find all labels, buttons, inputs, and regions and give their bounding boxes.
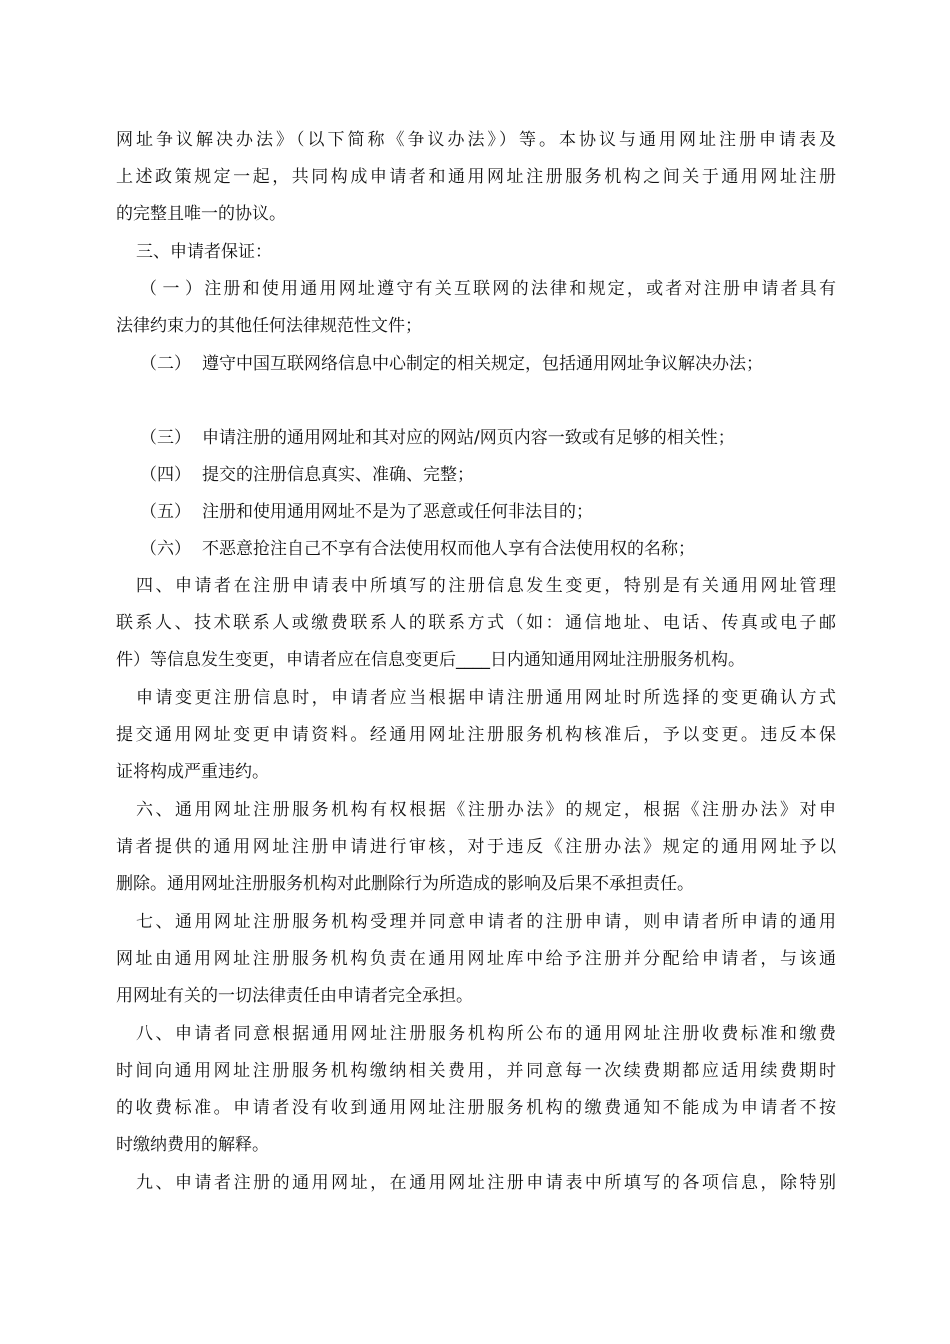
item-text: 注册和使用通用网址遵守有关互联网的法律和规定，或者对注册申请者具有 [202,279,836,299]
item-text: 提交的注册信息真实、准确、完整； [202,465,474,485]
text-line: 的收费标准。申请者没有收到通用网址注册服务机构的缴费通知不能成为申请者不按 [116,1098,836,1118]
item-label: （一） [140,279,202,299]
text-line: 证将构成严重违约。 [116,762,269,782]
text-line: 八、申请者同意根据通用网址注册服务机构所公布的通用网址注册收费标准和缴费 [136,1024,836,1044]
item-label: （二） [140,354,191,374]
text-line: 的完整且唯一的协议。 [116,204,286,224]
text-line: 用网址有关的一切法律责任由申请者完全承担。 [116,986,473,1006]
list-item-2 [140,352,836,376]
list-item-3 [140,426,836,450]
text-line: 删除。通用网址注册服务机构对此删除行为所造成的影响及后果不承担责任。 [116,874,694,894]
item-label: （五） [140,502,191,522]
text-line: 九、申请者注册的通用网址，在通用网址注册申请表中所填写的各项信息，除特别 [136,1173,836,1193]
item-text: 注册和使用通用网址不是为了恶意或任何非法目的； [202,502,593,522]
item-label: （四） [140,465,191,485]
text-line: 七、通用网址注册服务机构受理并同意申请者的注册申请，则申请者所申请的通用 [136,912,836,932]
text-line: 申请变更注册信息时，申请者应当根据申请注册通用网址时所选择的变更确认方式 [136,688,836,708]
list-item-6 [140,537,836,561]
text-line: 联系人、技术联系人或缴费联系人的联系方式（如：通信地址、电话、传真或电子邮 [116,613,836,633]
text-line: 网址由通用网址注册服务机构负责在通用网址库中给予注册并分配给申请者，与该通 [116,949,836,969]
text-line: 请者提供的通用网址注册申请进行审核，对于违反《注册办法》规定的通用网址予以 [116,837,836,857]
text-line: 提交通用网址变更申请资料。经通用网址注册服务机构核准后，予以变更。违反本保 [116,725,836,745]
item-text: 申请注册的通用网址和其对应的网站/网页内容一致或有足够的相关性； [202,428,735,448]
item-text: 不恶意抢注自己不享有合法使用权而他人享有合法使用权的名称； [202,539,695,559]
text-line: 上述政策规定一起，共同构成申请者和通用网址注册服务机构之间关于通用网址注册 [116,167,836,187]
text-line: 件）等信息发生变更，申请者应在信息变更后____日内通知通用网址注册服务机构。 [116,650,745,670]
list-item-4 [140,463,836,487]
text-line: 时缴纳费用的解释。 [116,1135,269,1155]
item-text: 遵守中国互联网络信息中心制定的相关规定，包括通用网址争议解决办法； [202,354,763,374]
text-line: 网址争议解决办法》（以下简称《争议办法》）等。本协议与通用网址注册申请表及 [116,130,836,150]
text-line: 时间向通用网址注册服务机构缴纳相关费用，并同意每一次续费期都应适用续费期时 [116,1061,836,1081]
list-item-1 [140,277,836,301]
item-label: （三） [140,428,191,448]
section-heading: 三、申请者保证： [136,242,272,262]
list-item-5 [140,500,836,524]
text-line: 法律约束力的其他任何法律规范性文件； [116,316,422,336]
item-label: （六） [140,539,191,559]
text-line: 六、通用网址注册服务机构有权根据《注册办法》的规定，根据《注册办法》对申 [136,800,836,820]
text-line: 四、申请者在注册申请表中所填写的注册信息发生变更，特别是有关通用网址管理 [136,576,836,596]
